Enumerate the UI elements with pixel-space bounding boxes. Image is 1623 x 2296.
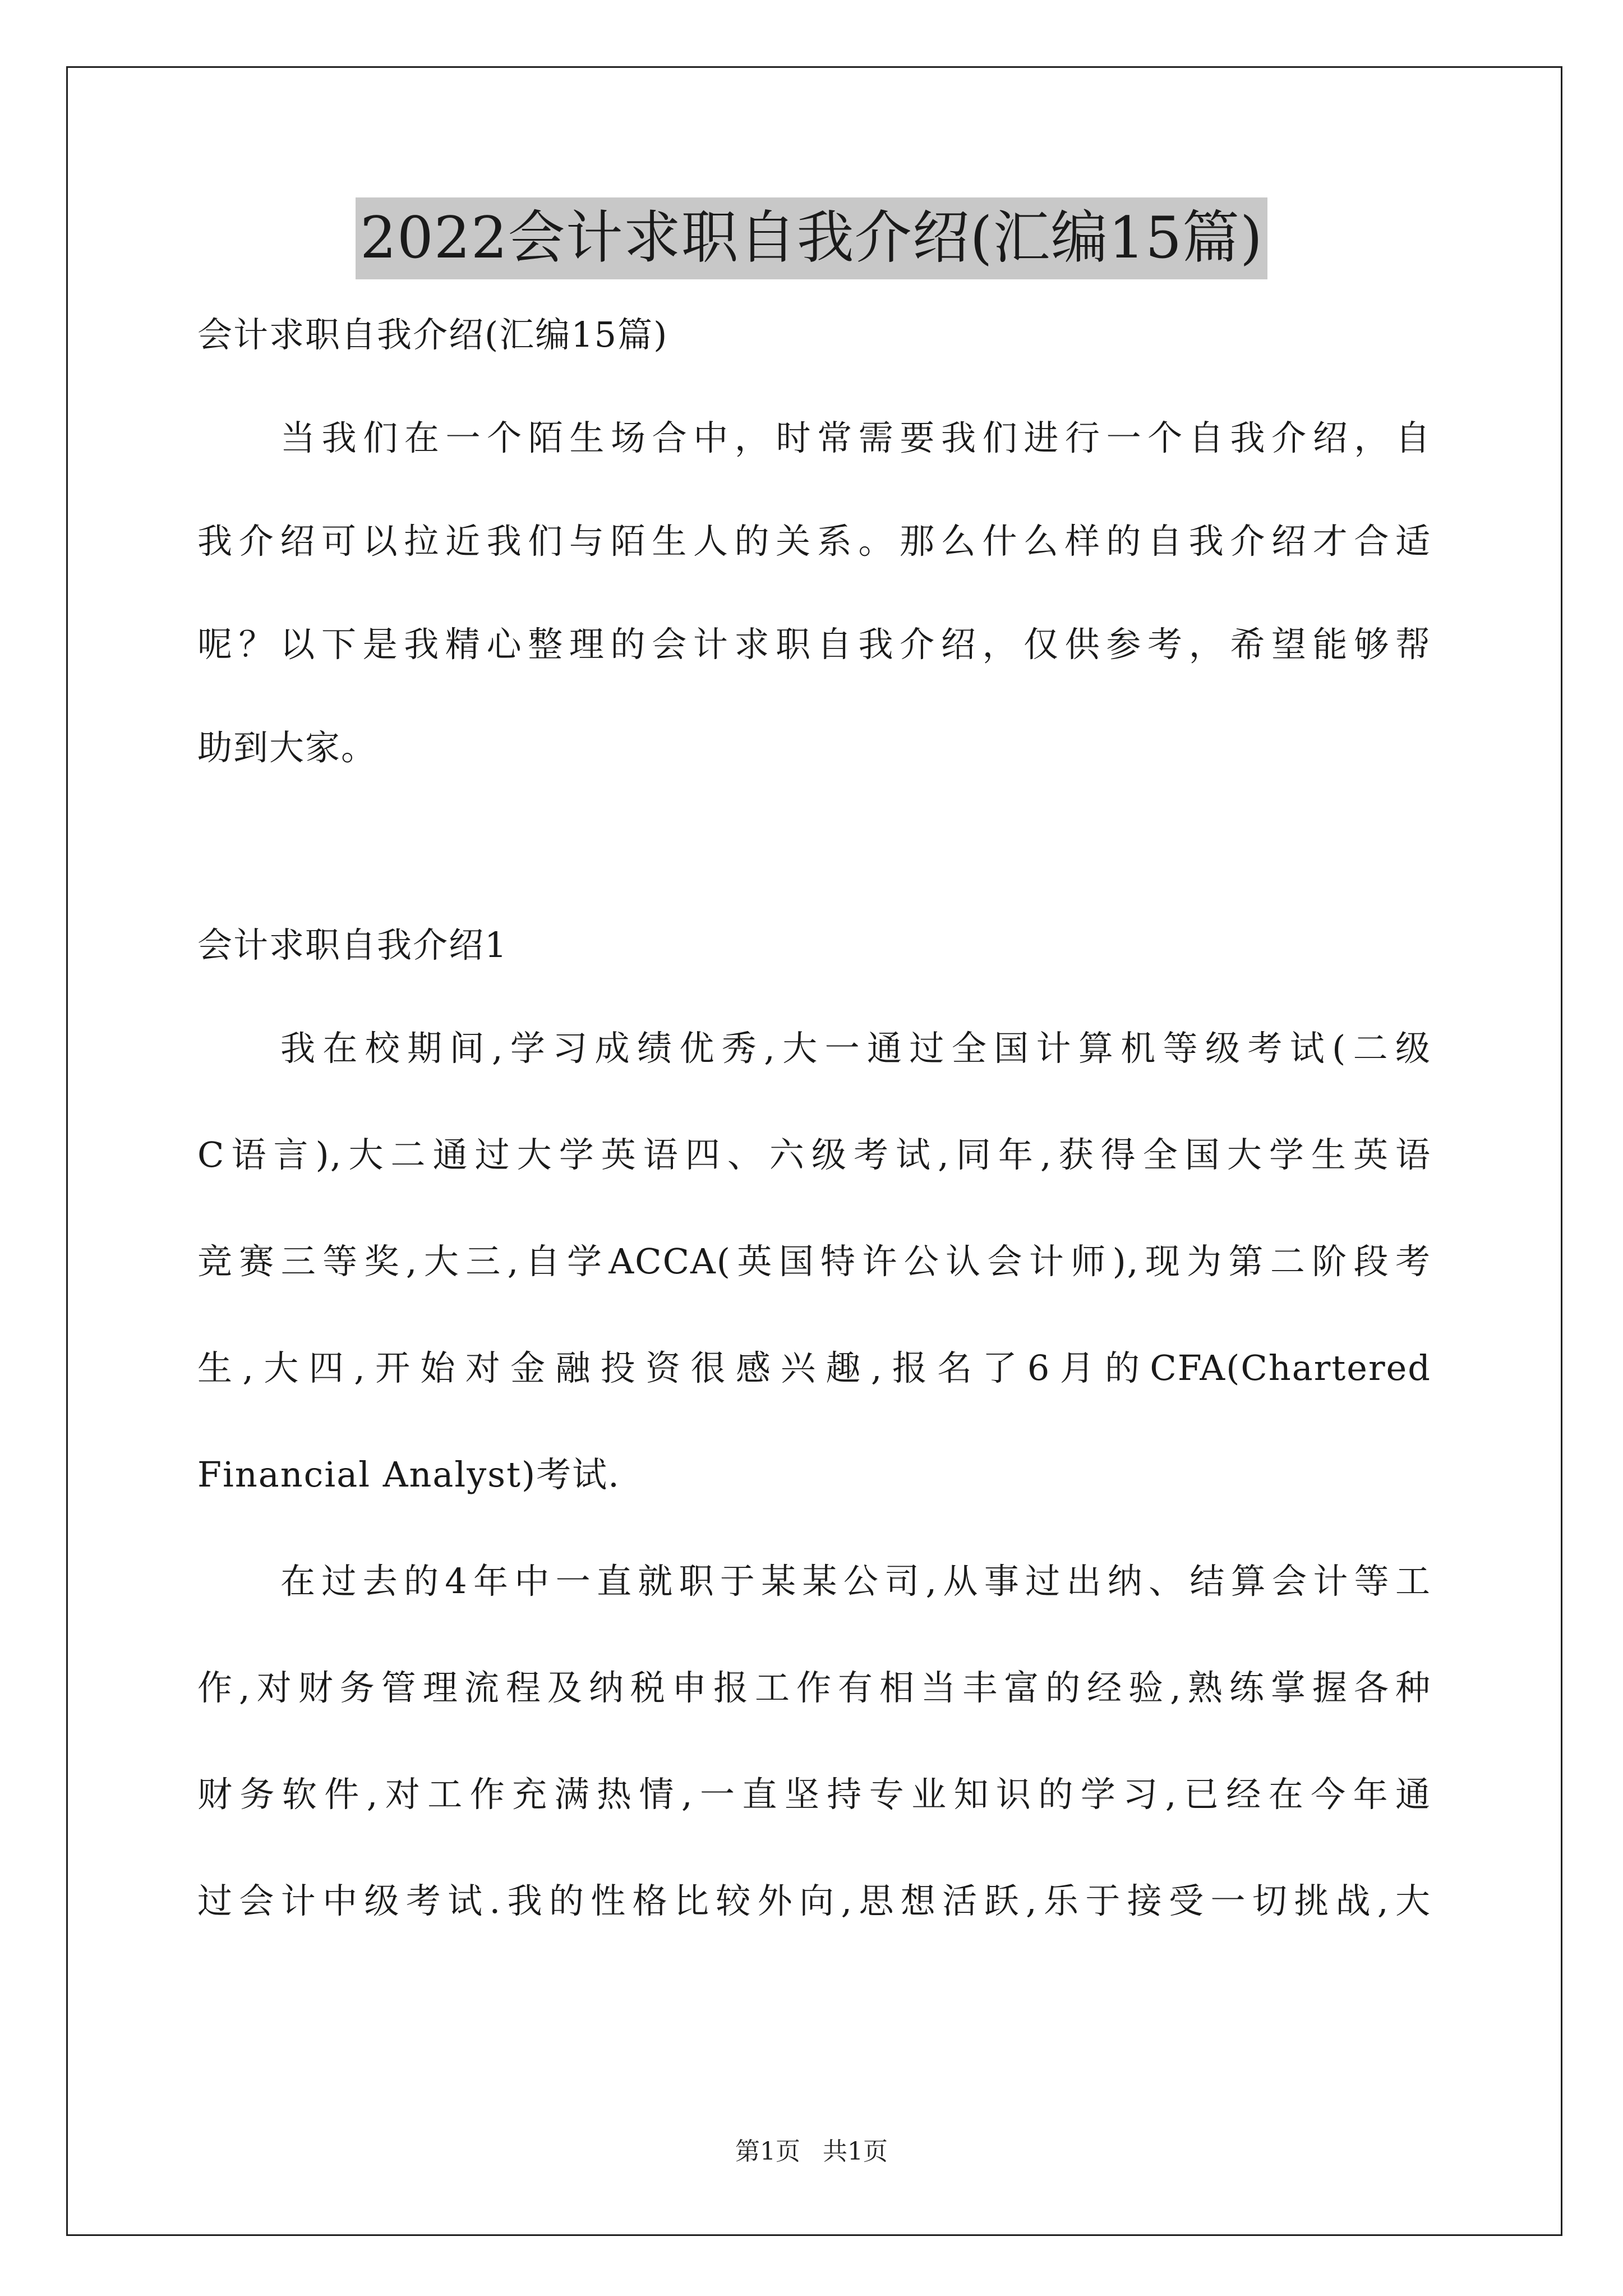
paragraph-line: 过会计中级考试.我的性格比较外向,思想活跃,乐于接受一切挑战,大 [197, 1880, 1431, 1921]
page-total: 共1页 [823, 2137, 888, 2166]
intro-line: 当我们在一个陌生场合中，时常需要我们进行一个自我介绍，自 [280, 417, 1431, 458]
intro-line: 我介绍可以拉近我们与陌生人的关系。那么什么样的自我介绍才合适 [197, 521, 1431, 562]
intro-paragraph [197, 417, 1431, 769]
paragraph-line: 竞赛三等奖,大三,自学ACCA(英国特许公认会计师),现为第二阶段考 [197, 1241, 1431, 1282]
page-number: 第1页 [735, 2137, 800, 2166]
intro-line: 呢？以下是我精心整理的会计求职自我介绍，仅供参考，希望能够帮 [197, 624, 1431, 665]
page-footer [0, 2136, 1623, 2168]
paragraph-line: 在过去的4年中一直就职于某某公司,从事过出纳、结算会计等工 [280, 1561, 1431, 1602]
paragraph-line: C语言),大二通过大学英语四、六级考试,同年,获得全国大学生英语 [197, 1134, 1431, 1175]
document-subtitle: 会计求职自我介绍(汇编15篇) [197, 314, 668, 355]
title-wrap [0, 197, 1623, 279]
paragraph-line: 财务软件,对工作充满热情,一直坚持专业知识的学习,已经在今年通 [197, 1774, 1431, 1815]
paragraph-line: Financial Analyst)考试. [197, 1454, 620, 1495]
paragraph-line: 生,大四,开始对金融投资很感兴趣,报名了6月的CFA(Chartered [197, 1347, 1431, 1388]
paragraph-2 [197, 1561, 1431, 1922]
document-body [197, 314, 1431, 1922]
paragraph-line: 作,对财务管理流程及纳税申报工作有相当丰富的经验,熟练掌握各种 [197, 1667, 1431, 1708]
paragraph-line: 我在校期间,学习成绩优秀,大一通过全国计算机等级考试(二级 [280, 1028, 1431, 1069]
section-heading: 会计求职自我介绍1 [197, 924, 508, 965]
intro-line: 助到大家。 [197, 727, 377, 768]
document-title: 2022会计求职自我介绍(汇编15篇) [356, 197, 1267, 279]
paragraph-1 [197, 1028, 1431, 1496]
